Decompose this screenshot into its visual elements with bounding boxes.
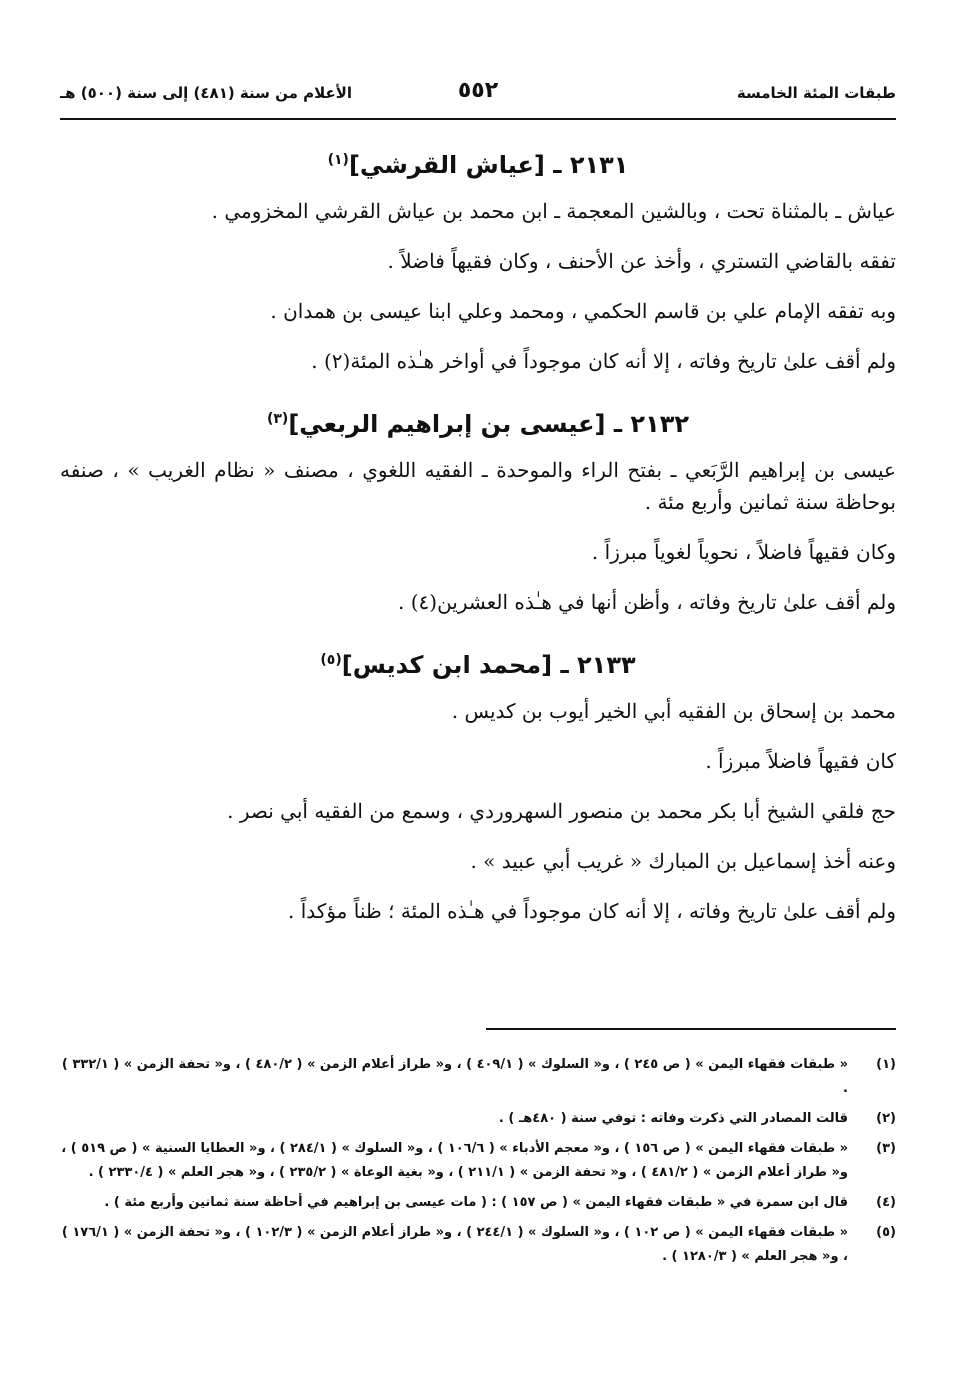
footnote: [60, 1137, 896, 1185]
footnotes: [60, 1053, 896, 1275]
paragraph: حج فلقي الشيخ أبا بكر محمد بن منصور السهروردي ، وسمع من الفقيه أبي نصر .: [227, 799, 896, 823]
footnote: [60, 1191, 896, 1215]
paragraph: وكان فقيهاً فاضلاً ، نحوياً لغوياً مبرزاً .: [591, 540, 896, 564]
entry-title: [60, 638, 896, 687]
footnote-number: (٢): [876, 1111, 896, 1126]
footnote-ref: (٥): [320, 652, 342, 668]
paragraph: عيسى بن إبراهيم الرَّبَعي ـ بفتح الراء والموحدة ـ الفقيه اللغوي ، مصنف « نظام الغريب » ، صنفه بوحاظة سنة ثمانين وأربع مئة .: [60, 458, 896, 514]
footnote-number: (٣): [876, 1141, 896, 1156]
entry-2131: [60, 138, 896, 377]
page-number: ٥٥٢: [457, 78, 499, 103]
paragraph: كان فقيهاً فاضلاً مبرزاً .: [705, 749, 896, 773]
footnote-ref: (١): [327, 152, 349, 168]
paragraph: ولم أقف علىٰ تاريخ وفاته ، وأظن أنها في هـٰذه العشرين(٤) .: [398, 590, 896, 614]
paragraph: ولم أقف علىٰ تاريخ وفاته ، إلا أنه كان موجوداً في هـٰذه المئة ؛ ظناً مؤكداً .: [288, 899, 896, 923]
paragraph: محمد بن إسحاق بن الفقيه أبي الخير أيوب بن كديس .: [451, 699, 896, 723]
footnote: [60, 1053, 896, 1101]
footnote-ref: (٣): [266, 411, 289, 427]
entry-title-text: ٢١٣٣ ـ [محمد ابن كديس]: [341, 651, 636, 679]
paragraph: وبه تفقه الإمام علي بن قاسم الحكمي ، ومحمد وعلي ابنا عيسى بن همدان .: [270, 299, 896, 323]
paragraph: وعنه أخذ إسماعيل بن المبارك « غريب أبي عبيد » .: [470, 849, 896, 873]
footnote-number: (٥): [876, 1225, 896, 1240]
entry-title-text: ٢١٣١ ـ [عياش القرشي]: [348, 151, 629, 179]
footnote-number: (٤): [876, 1195, 896, 1210]
footnote-text: « طبقات فقهاء اليمن » ( ص ١٥٦ ) ، و« معجم الأدباء » ( ١٠٦/٦ ) ، و« السلوك » ( ٢٨٤/١ ) ، و« العطايا السنية » ( ص ٥١٩ ) ، و« طراز أعلام الزمن » ( ٤٨١/٢ ) ، و« تحفة الزمن » ( ٢١١/١ ) ، و« بغية الوعاة » ( ٢٣٥/٢ ) ، و« هجر العلم » ( ٢٣٣٠/٤ ) .: [61, 1141, 848, 1180]
entries: [60, 138, 896, 947]
footnote-text: « طبقات فقهاء اليمن » ( ص ١٠٢ ) ، و« السلوك » ( ٢٤٤/١ ) ، و« طراز أعلام الزمن » ( ١٠٢/٣ ) ، و« تحفة الزمن » ( ١٧٦/١ ) ، و« هجر العلم » ( ١٢٨٠/٣ ) .: [61, 1225, 848, 1264]
entry-2132: [60, 397, 896, 618]
footnote: [60, 1107, 896, 1131]
header-rule: [60, 118, 896, 120]
footnote-rule: [486, 1028, 896, 1030]
footnote-text: قالت المصادر التي ذكرت وفاته : توفي سنة ( ٤٨٠هـ ) .: [498, 1111, 848, 1126]
entry-title-text: ٢١٣٢ ـ [عيسى بن إبراهيم الربعي]: [288, 410, 690, 438]
footnote-text: قال ابن سمرة في « طبقات فقهاء اليمن » ( ص ١٥٧ ) : ( مات عيسى بن إبراهيم في أحاظة سنة ثمانين وأربع مئة ) .: [104, 1195, 848, 1210]
footnote-number: (١): [876, 1057, 896, 1072]
footnote: [60, 1221, 896, 1269]
paragraph: تفقه بالقاضي التستري ، وأخذ عن الأحنف ، وكان فقيهاً فاضلاً .: [387, 249, 896, 273]
entry-title: [60, 397, 896, 446]
footnote-text: « طبقات فقهاء اليمن » ( ص ٢٤٥ ) ، و« السلوك » ( ٤٠٩/١ ) ، و« طراز أعلام الزمن » ( ٤٨٠/٢ ) ، و« تحفة الزمن » ( ٣٣٢/١ ) .: [61, 1057, 848, 1096]
running-header: [60, 78, 896, 108]
paragraph: ولم أقف علىٰ تاريخ وفاته ، إلا أنه كان موجوداً في أواخر هـٰذه المئة(٢) .: [311, 349, 896, 373]
period-label: الأعلام من سنة (٤٨١) إلى سنة (٥٠٠) هـ: [60, 84, 353, 102]
book-page: [60, 78, 896, 1371]
entry-title: [60, 138, 896, 187]
entry-2133: [60, 638, 896, 927]
paragraph: عياش ـ بالمثناة تحت ، وبالشين المعجمة ـ ابن محمد بن عياش القرشي المخزومي .: [211, 199, 896, 223]
section-title: طبقات المئة الخامسة: [736, 84, 896, 102]
